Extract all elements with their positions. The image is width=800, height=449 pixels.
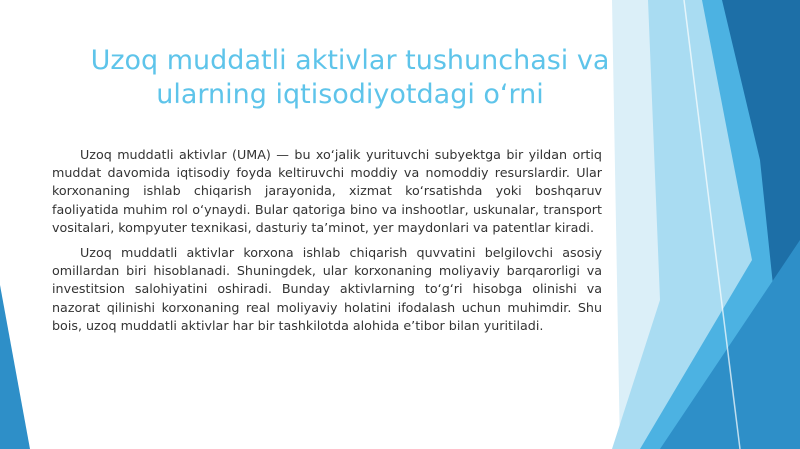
paragraph-1: Uzoq muddatli aktivlar (UMA) — bu xo‘jalik yurituvchi subyektga bir yildan ortiq muddat davomida iqtisodiy foyda keltiruvchi moddiy va nomoddiy resurslardir. Ular korxonaning ishlab chiqarish jarayonida, xizmat ko‘rsatishda yoki boshqaruv faoliyatida muhim rol o‘ynaydi. Bular qatoriga bino va inshootlar, uskunalar, transport vositalari, kompyuter texnikasi, dasturiy ta’minot, yer maydonlari va patentlar kiradi. [52,147,602,235]
title-line-1: Uzoq muddatli aktivlar tushunchasi va [90,45,610,76]
slide-body [52,146,602,342]
slide-title [40,44,660,112]
paragraph-2: Uzoq muddatli aktivlar korxona ishlab chiqarish quvvatini belgilovchi asosiy omillardan biri hisoblanadi. Shuningdek, ular korxonaning moliyaviy barqarorligi va investitsion salohiyatini oshiradi. Bunday aktivlarning to‘g‘ri hisobga olinishi va nazorat qilinishi korxonaning real moliyaviy holatini ifodalash uchun muhimdir. Shu bois, uzoq muddatli aktivlar har bir tashkilotda alohida e’tibor bilan yuritiladi. [52,245,602,333]
left-accent-shape [0,285,30,449]
title-line-2: ularning iqtisodiyotdagi o‘rni [156,79,544,110]
